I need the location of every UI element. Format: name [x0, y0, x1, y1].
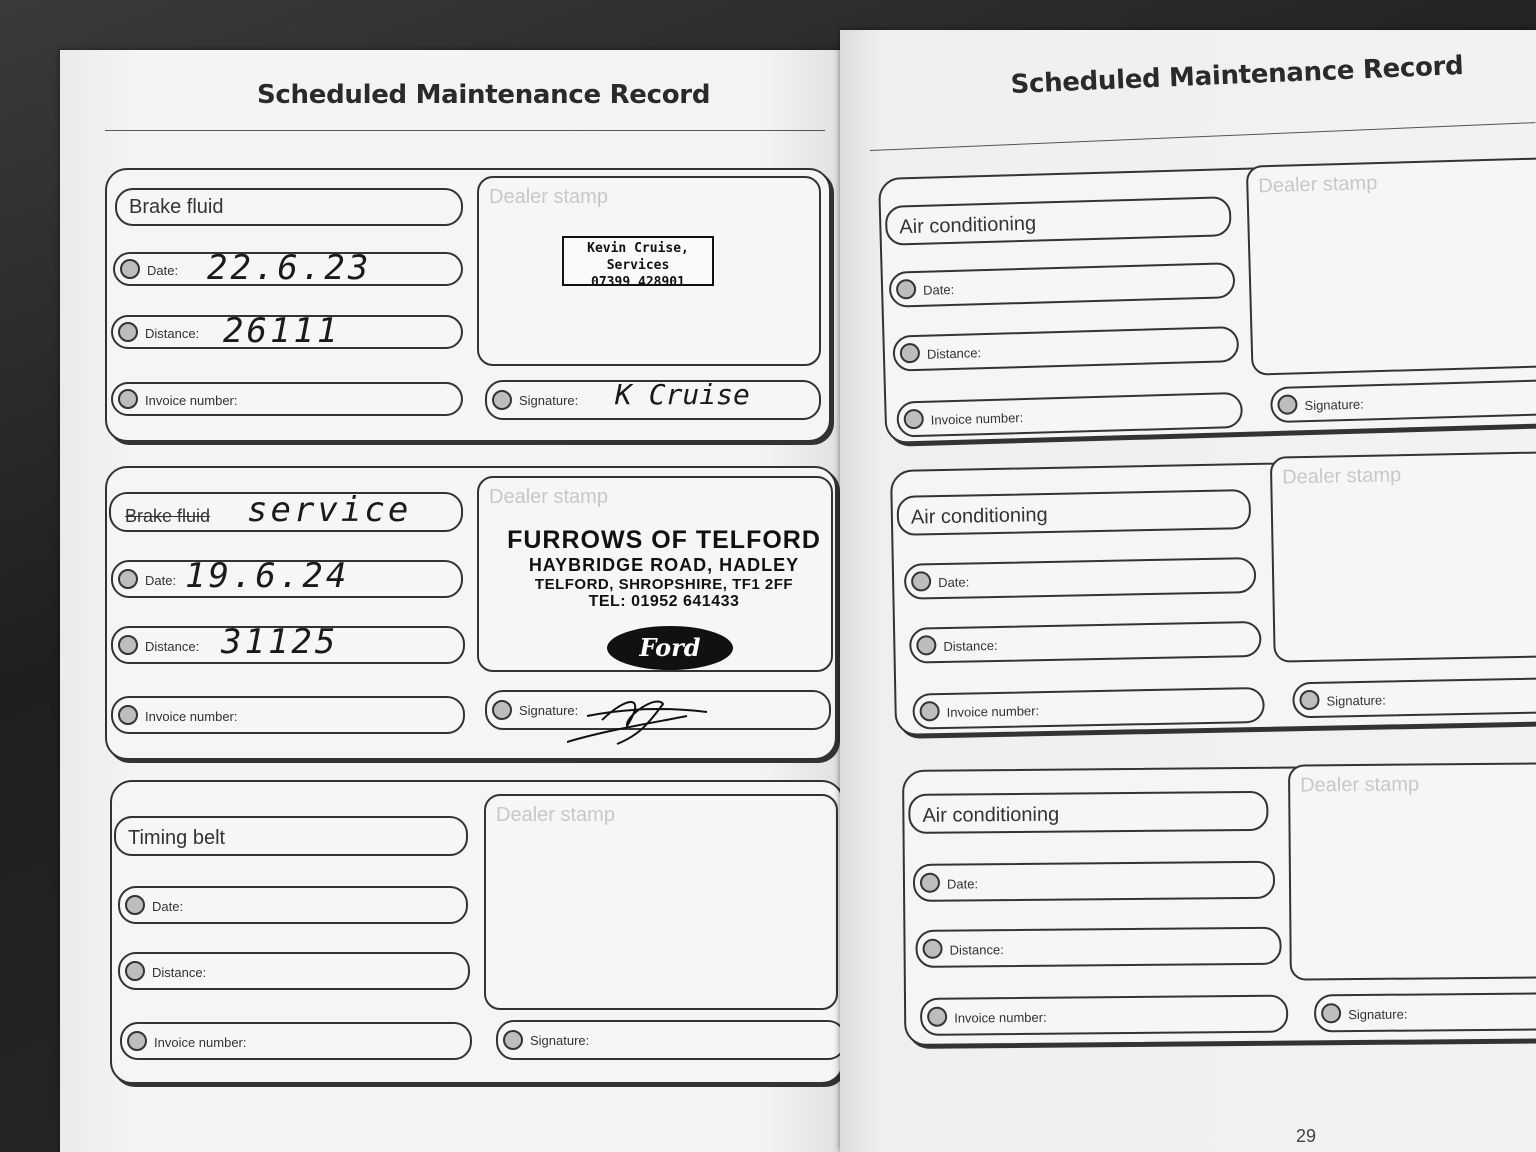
page-heading: Scheduled Maintenance Record	[257, 80, 711, 110]
date-label: Date:	[152, 899, 184, 914]
signature-label: Signature:	[1326, 692, 1386, 709]
radio-dot-icon	[127, 1031, 147, 1051]
dealer-stamp-box	[477, 176, 821, 366]
invoice-field	[912, 687, 1265, 730]
invoice-field	[896, 392, 1243, 438]
distance-field	[111, 622, 465, 664]
radio-dot-icon	[125, 895, 145, 915]
service-title: Brake fluid	[129, 196, 224, 218]
date-label: Date:	[922, 281, 955, 298]
radio-dot-icon	[1277, 394, 1298, 415]
dealer-stamp-box	[1270, 451, 1536, 663]
dealer-stamp-box	[484, 794, 838, 1010]
service-title: Air conditioning	[922, 803, 1060, 827]
page-heading: Scheduled Maintenance Record	[1010, 51, 1464, 100]
signature-field	[485, 690, 831, 730]
distance-field	[892, 326, 1239, 372]
date-label: Date:	[938, 574, 970, 591]
date-field	[904, 557, 1257, 600]
distance-label: Distance:	[943, 637, 998, 655]
dealer-stamp-placeholder: Dealer stamp	[496, 804, 615, 826]
radio-dot-icon	[118, 569, 138, 589]
signature-field	[485, 380, 821, 420]
radio-dot-icon	[118, 635, 138, 655]
stamp-line: HAYBRIDGE ROAD, HADLEY	[528, 555, 800, 575]
date-field	[118, 886, 468, 924]
struck-service-title: Brake fluid	[125, 506, 211, 526]
radio-dot-icon	[920, 873, 940, 893]
service-title-field	[896, 489, 1251, 536]
dealer-stamp-placeholder: Dealer stamp	[489, 186, 608, 208]
radio-dot-icon	[1321, 1003, 1341, 1023]
ford-logo: Ford	[607, 626, 733, 670]
radio-dot-icon	[903, 409, 924, 430]
service-title-field	[115, 188, 463, 226]
invoice-field	[920, 995, 1288, 1036]
radio-dot-icon	[927, 1007, 947, 1027]
date-field	[113, 248, 463, 288]
date-field	[889, 262, 1236, 308]
service-title: Air conditioning	[899, 212, 1037, 239]
invoice-label: Invoice number:	[946, 703, 1040, 720]
radio-dot-icon	[492, 700, 512, 720]
signature-label: Signature:	[1348, 1006, 1408, 1023]
radio-dot-icon	[900, 343, 921, 364]
left-page	[60, 50, 843, 1152]
date-label: Date:	[946, 876, 979, 892]
invoice-field	[120, 1022, 472, 1060]
stamp-line: FURROWS OF TELFORD	[507, 526, 821, 554]
invoice-label: Invoice number:	[145, 393, 238, 408]
stamp-line: TEL: 01952 641433	[588, 593, 740, 610]
service-title-field	[908, 791, 1268, 834]
distance-label: Distance:	[926, 345, 982, 362]
radio-dot-icon	[118, 389, 138, 409]
dealer-stamp-placeholder: Dealer stamp	[1258, 172, 1378, 198]
maintenance-card-air-conditioning	[890, 456, 1536, 735]
maintenance-card-air-conditioning	[878, 158, 1536, 444]
dealer-stamp-furrows	[499, 526, 829, 611]
dealer-stamp-placeholder: Dealer stamp	[1300, 773, 1420, 797]
distance-label: Distance:	[949, 942, 1004, 958]
distance-field	[118, 952, 470, 990]
maintenance-card-air-conditioning	[902, 764, 1536, 1046]
date-label: Date:	[147, 263, 179, 278]
radio-dot-icon	[919, 701, 939, 721]
distance-field	[915, 927, 1281, 968]
service-title: Timing belt	[128, 827, 226, 849]
signature-label: Signature:	[519, 393, 579, 408]
handwritten-service-title: service	[247, 490, 412, 530]
distance-label: Distance:	[152, 965, 207, 980]
handwritten-distance: 26111	[223, 311, 341, 351]
distance-label: Distance:	[145, 326, 200, 341]
radio-dot-icon	[896, 279, 917, 300]
invoice-label: Invoice number:	[145, 709, 238, 724]
service-title-field	[885, 196, 1232, 246]
radio-dot-icon	[1299, 690, 1319, 710]
signature-field	[1292, 676, 1536, 718]
dealer-stamp-kevin-cruise	[562, 236, 714, 290]
radio-dot-icon	[125, 961, 145, 981]
dealer-stamp-box	[1246, 157, 1536, 376]
invoice-field	[111, 382, 463, 416]
radio-dot-icon	[916, 635, 936, 655]
signature-label: Signature:	[1304, 396, 1364, 414]
radio-dot-icon	[118, 322, 138, 342]
heading-rule	[105, 130, 825, 131]
signature-field	[496, 1020, 846, 1060]
radio-dot-icon	[120, 259, 140, 279]
handwritten-signature-scribble	[567, 686, 717, 750]
dealer-stamp-box	[1288, 762, 1536, 981]
heading-rule	[870, 122, 1535, 151]
dealer-stamp-placeholder: Dealer stamp	[489, 486, 608, 508]
signature-field	[1314, 992, 1536, 1033]
date-label: Date:	[145, 573, 177, 588]
handwritten-signature: K Cruise	[615, 378, 750, 411]
radio-dot-icon	[118, 705, 138, 725]
radio-dot-icon	[503, 1030, 523, 1050]
distance-field	[111, 311, 463, 351]
dealer-stamp-box	[477, 476, 833, 672]
radio-dot-icon	[911, 571, 931, 591]
signature-field	[1270, 378, 1536, 423]
maintenance-card-service	[105, 466, 837, 760]
invoice-field	[111, 696, 465, 734]
distance-field	[909, 621, 1262, 664]
invoice-label: Invoice number:	[954, 1009, 1047, 1026]
maintenance-card-timing-belt	[110, 780, 844, 1084]
distance-label: Distance:	[145, 639, 200, 654]
stamp-line: 07399 428901	[591, 275, 685, 290]
invoice-label: Invoice number:	[930, 410, 1024, 428]
radio-dot-icon	[492, 390, 512, 410]
signature-label: Signature:	[530, 1033, 590, 1048]
stamp-line: TELFORD, SHROPSHIRE, TF1 2FF	[534, 576, 794, 593]
stamp-line: Kevin Cruise, Services	[587, 241, 689, 273]
service-title-field	[109, 492, 463, 532]
invoice-label: Invoice number:	[154, 1035, 247, 1050]
signature-label: Signature:	[519, 703, 579, 718]
service-title-field	[114, 816, 468, 856]
radio-dot-icon	[922, 939, 942, 959]
page-number: 29	[1296, 1126, 1317, 1146]
service-title: Air conditioning	[910, 503, 1048, 529]
dealer-stamp-placeholder: Dealer stamp	[1282, 464, 1402, 489]
maintenance-card-brake-fluid	[105, 168, 831, 442]
date-field	[913, 861, 1275, 902]
handwritten-date: 22.6.23	[207, 248, 372, 288]
right-page	[840, 30, 1536, 1152]
handwritten-date: 19.6.24	[185, 556, 350, 596]
date-field	[111, 556, 463, 598]
handwritten-distance: 31125	[221, 622, 339, 662]
